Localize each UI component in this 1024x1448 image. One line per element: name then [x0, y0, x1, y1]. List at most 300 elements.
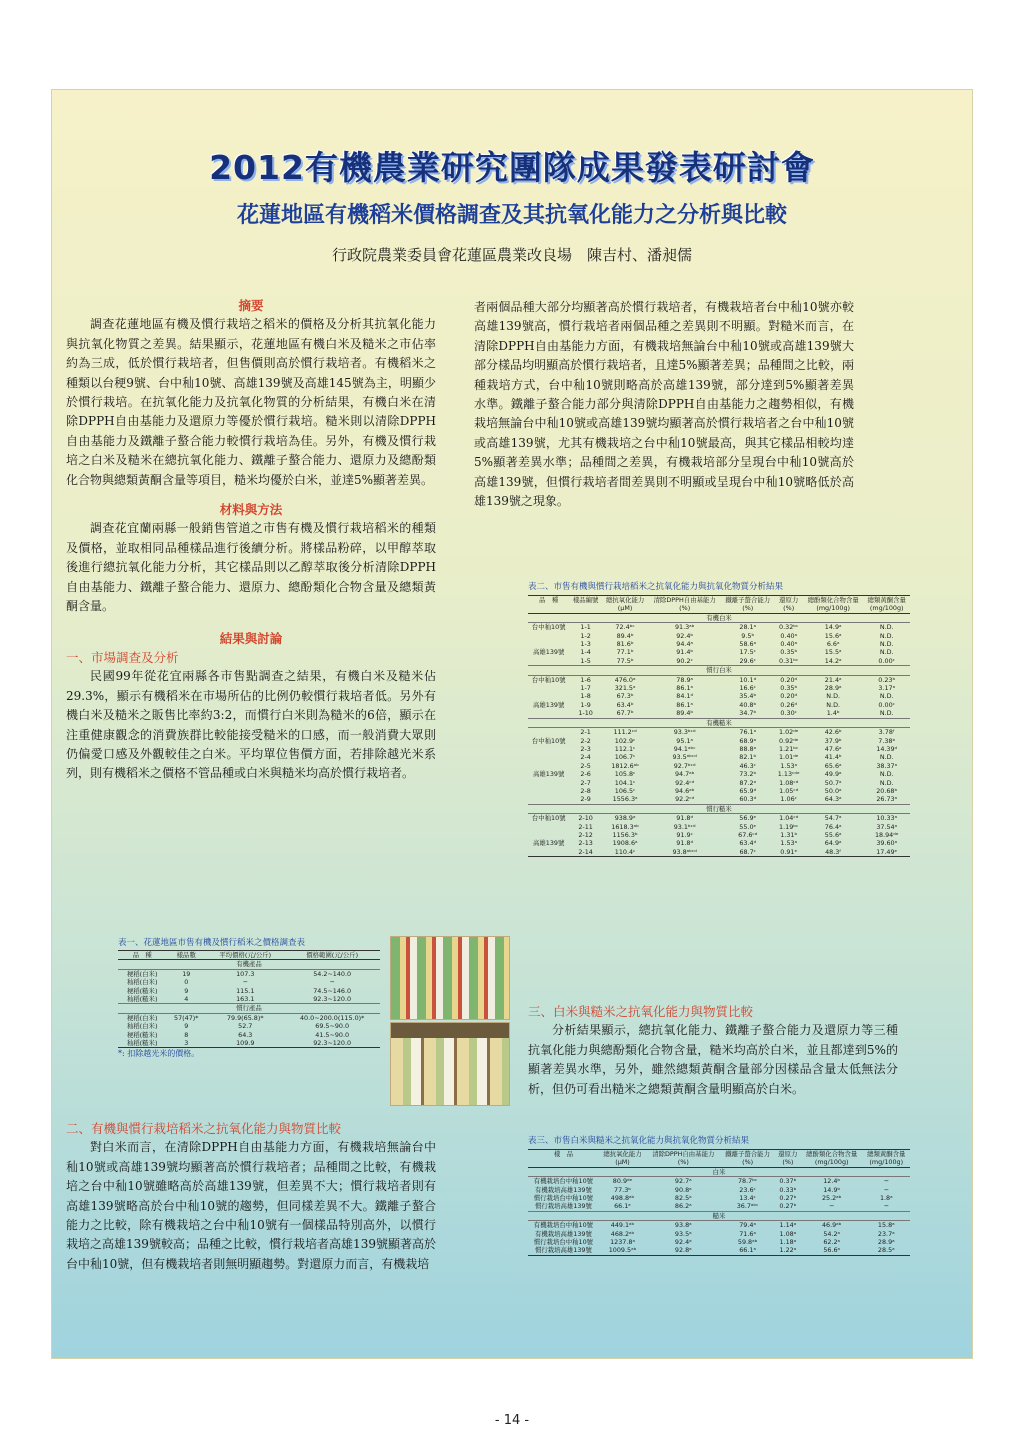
table-cell: 77.5ᵇ	[616, 656, 634, 665]
table-cell: 94.4ᵃ	[676, 640, 694, 649]
authors: 行政院農業委員會花蓮區農業改良場 陳吉村、潘昶儒	[331, 246, 692, 264]
table-cell: 93.8ᵃᵇᶜᵈ	[672, 847, 697, 856]
table-cell: 93.1ᵇᶜᵈ	[673, 822, 696, 831]
table-group-label: 慣行產品	[118, 1004, 380, 1013]
table-cell: 2-4	[580, 753, 591, 762]
table-cell: 56.9ᵉ	[739, 814, 757, 823]
table-cell: 1-9	[580, 700, 591, 709]
table-cell: 38.37ᵃ	[876, 761, 898, 770]
table-cell	[528, 779, 569, 787]
table-cell: 2-1	[580, 728, 591, 737]
table-cell: 1-5	[580, 656, 591, 665]
table-cell: 1-8	[580, 692, 591, 701]
table-cell	[528, 692, 569, 700]
table-row	[528, 692, 910, 700]
table-cell: 105.8ᶜ	[614, 770, 636, 779]
table-cell: 15.5ᵃ	[824, 648, 842, 657]
table-cell: 82.5ᵃ	[674, 1194, 692, 1203]
table-cell: 59.8ᵃᵇ	[737, 1238, 758, 1247]
table-cell: 35.4ᵇ	[739, 692, 757, 701]
table-cell: 109.9	[236, 1039, 255, 1048]
table-row	[118, 995, 380, 1004]
table-cell: 1.22ᵃ	[779, 1246, 797, 1255]
table-cell: 91.4ᵇ	[676, 648, 694, 657]
table-cell: 95.1ᵃ	[676, 736, 694, 745]
table-cell: 94.7ᵃᵇ	[674, 770, 695, 779]
table-cell: 87.2ᵃ	[739, 778, 757, 787]
table-unit: (%)	[648, 604, 721, 613]
table-cell: 28.5ᵃ	[877, 1246, 895, 1255]
table-cell: 48.3ᶠ	[825, 847, 842, 856]
table-cell: 112.1ᶜ	[614, 744, 636, 753]
table-header: 總類黃酮含量	[867, 1150, 906, 1158]
section2-text: 對白米而言，在清除DPPH自由基能力方面，有機栽培無論台中秈10號或高雄139號均顯著高於慣行栽培者；品種間之比較，有機栽培之台中秈10號雖略高於高雄139號，但差異不大；慣行栽培者則有高雄139號略高於台中秈10號的趨勢，但同樣差異不大。鐵離子螯合能力之比較，除有機栽培之台中秈10號有一個樣品特別高外，以慣行栽培之高雄139號較高；品種之比較，慣行栽培者高雄139號顯著高於台中秈10號，但有機栽培者則無明顯趨勢。對還原力而言，有機栽培	[66, 1140, 436, 1271]
table-header: 鐵離子螯合能力	[725, 1150, 770, 1158]
table-cell: 15.8ᵃ	[877, 1221, 895, 1230]
table-cell: 57(47)*	[174, 1013, 199, 1022]
table-cell: 89.4ᵇ	[616, 631, 634, 640]
table-cell: 慣行栽培台中秈10號	[533, 1194, 594, 1203]
table-header: 總抗氧化能力	[605, 596, 645, 604]
table-row	[528, 701, 910, 709]
table-cell: 14.39ᵈ	[876, 744, 898, 753]
table-cell: 93.3ᵇᶜᵈ	[673, 728, 696, 737]
table-cell: ─	[243, 978, 248, 987]
table-group-label: 有機產品	[118, 960, 380, 969]
table-cell: 88.8ᵃ	[739, 744, 757, 753]
table-row	[118, 987, 380, 995]
table-cell	[528, 795, 569, 804]
table-unit	[528, 604, 569, 613]
table-header: 還原力	[778, 1150, 798, 1158]
table-cell: 69.5~90.0	[315, 1022, 350, 1031]
table-cell: 0.20ᵈ	[780, 675, 798, 684]
table-cell: 77.1ᵇ	[616, 648, 634, 657]
table-cell: 高雄139號	[533, 648, 565, 657]
table-cell: 0.35ᵇ	[780, 648, 798, 657]
table-cell: 79.4ᵃ	[739, 1221, 756, 1230]
section2-heading: 二、有機與慣行栽培稻米之抗氧化能力與物質比較	[66, 1121, 342, 1136]
table-cell: 10.1ᵈ	[739, 675, 757, 684]
table-cell: ─	[884, 1202, 889, 1211]
table-cell: 19	[182, 969, 191, 978]
table-cell: 74.5~146.0	[313, 986, 352, 995]
table-row	[528, 648, 910, 656]
table-row	[528, 1177, 910, 1186]
table-cell: 41.4ᵇ	[824, 753, 842, 762]
table-cell	[528, 632, 569, 640]
table-cell: 2-5	[580, 761, 591, 770]
table-cell: 23.7ᵃ	[877, 1229, 895, 1238]
table-cell: 6.6ᵃ	[826, 640, 840, 649]
table-cell: 0.92ᵈᵉ	[778, 736, 799, 745]
table-cell: 17.49ᵉ	[876, 847, 898, 856]
table-header: 總酚類化合物含量	[807, 596, 859, 604]
table-cell: N.D.	[879, 648, 894, 657]
table-unit: (%)	[721, 604, 775, 613]
table-unit: (mg/100g)	[863, 604, 910, 613]
table-cell: 0	[184, 978, 189, 987]
table-cell: ─	[884, 1185, 889, 1194]
table-cell: 26.73ᵃ	[876, 795, 898, 804]
table-cell: 89.4ᵇ	[676, 709, 694, 718]
table-cell: 0.20ᵈ	[780, 692, 798, 701]
table-cell: 25.2ᵃᵇ	[821, 1194, 842, 1203]
table-cell: 4	[184, 995, 189, 1004]
table-cell: N.D.	[879, 770, 894, 779]
table-cell: 65.6ᵃ	[824, 761, 842, 770]
table-cell: 1.53ᵃ	[780, 839, 798, 848]
table-cell: 3	[184, 1039, 189, 1048]
table1-note: *: 扣除越光米的價格。	[118, 1049, 200, 1059]
table-cell: 64.3ᵃ	[824, 795, 842, 804]
table-cell: 2-9	[580, 795, 591, 804]
table-cell: 68.9ᵃ	[739, 736, 757, 745]
table-cell: 73.2ᵇ	[739, 770, 757, 779]
table-cell: 3.17ᵃ	[878, 684, 896, 693]
table-cell: 115.1	[236, 986, 255, 995]
table-header: 清除DPPH自由基能力	[652, 1150, 715, 1158]
table-row	[528, 737, 910, 745]
table-cell: 36.7ᵃᵇᶜ	[736, 1202, 759, 1211]
price-table	[118, 950, 380, 1048]
table-cell: 稉稻(白米)	[126, 969, 158, 978]
table-unit: (mg/100g)	[803, 604, 864, 613]
table-row	[528, 1202, 910, 1211]
table-cell: 91.9ᶜ	[676, 830, 693, 839]
table-cell: 0.26ᵈ	[780, 700, 798, 709]
table-cell: 1.31ᵇ	[780, 830, 798, 839]
table-cell: 39.60ᵃ	[876, 839, 898, 848]
table-cell: 94.1ᵃᵇᶜ	[673, 744, 696, 753]
table-row	[528, 795, 910, 804]
table-row	[528, 823, 910, 831]
table-cell: 67.7ᵇ	[616, 709, 634, 718]
table2-block	[528, 580, 908, 857]
table-group-row	[528, 613, 910, 622]
table-group-row	[528, 1211, 910, 1220]
conference-title: 2012有機農業研究團隊成果發表研討會	[209, 148, 815, 187]
table-group-row	[118, 960, 380, 969]
table-cell: N.D.	[879, 631, 894, 640]
table-cell: 92.3~120.0	[313, 1039, 352, 1048]
table-cell: 86.2ᵃ	[674, 1202, 692, 1211]
table-cell: N.D.	[879, 709, 894, 718]
table-cell: 0.27ᵇ	[779, 1202, 797, 1211]
table-cell: 54.2ᵃ	[823, 1229, 841, 1238]
table-group-label: 糙米	[528, 1211, 910, 1220]
table-cell: 47.6ᵃ	[824, 744, 842, 753]
table-cell: 0.37ᵇ	[779, 1177, 797, 1186]
table-cell: 68.7ᶜ	[739, 847, 757, 856]
table-cell: 14.2ᵃ	[824, 656, 842, 665]
table-cell	[528, 657, 569, 666]
table-cell: 1-6	[580, 675, 591, 684]
table-header: 總類黃酮含量	[867, 596, 906, 604]
results-continued-text: 者兩個品種大部分均顯著高於慣行栽培者，有機栽培者台中秈10號亦較高雄139號高，慣行栽培者兩個品種之差異則不明顯。對糙米而言，在清除DPPH自由基能力方面，有機栽培無論台中秈10號或高雄139號大部分樣品均明顯高於慣行栽培者，且達5%顯著差異；品種間之比較，兩種栽培方式，台中秈10號則略高於高雄139號，部分達到5%顯著差異水準。鐵離子螯合能力部分與清除DPPH自由基能力之趨勢相似，有機栽培無論台中秈10號或高雄139號均顯著高於慣行栽培者之台中秈10號或高雄139號，尤其有機栽培之台中秈10號最高，與其它樣品相較均達5%顯著差異水準；品種間之差異，有機栽培部分呈現台中秈10號高於高雄139號，但慣行栽培者間差異則不明顯或呈現台中秈10號略低於高雄139號之現象。	[474, 300, 854, 509]
table-cell: 台中秈10號	[531, 736, 566, 745]
table-unit: (%)	[775, 604, 803, 613]
table-row	[528, 848, 910, 857]
table-cell: 78.7ᵇᶜ	[737, 1177, 758, 1186]
table-row	[528, 753, 910, 761]
table-cell: 63.4ᵇ	[616, 700, 634, 709]
table-cell: 13.4ᶜ	[739, 1194, 756, 1203]
section3-text: 分析結果顯示，總抗氧化能力、鐵離子螯合能力及還原力等三種抗氧化能力與總酚類化合物含量，糙米均高於白米，並且都達到5%的顯著差異水準，另外，雖然總類黃酮含量部分因樣品含量太低無法分析，但仍可看出糙米之總類黃酮含量明顯高於白米。	[528, 1023, 898, 1096]
table-cell: 60.3ᵈ	[739, 795, 757, 804]
table-cell: 1.19ᵇᶜ	[779, 822, 799, 831]
table1-header: 品 種	[118, 951, 166, 960]
table-row	[528, 779, 910, 787]
table-cell: 76.4ᵃ	[824, 822, 842, 831]
methods-heading: 材料與方法	[219, 502, 283, 518]
table-cell: 91.3ᵃᵇ	[674, 623, 695, 632]
table-cell: N.D.	[879, 623, 894, 632]
table-header: 總酚類化合物含量	[806, 1150, 858, 1158]
table-cell: 台中秈10號	[531, 623, 566, 632]
table-cell: 64.9ᵃ	[824, 839, 842, 848]
table-group-row	[528, 666, 910, 675]
table-cell: 秈稻(白米)	[126, 978, 158, 987]
table-cell: 498.8ᵃᵇ	[610, 1194, 635, 1203]
table-cell: 有機栽培高雄139號	[534, 1229, 592, 1238]
table1-header: 樣品數	[166, 951, 206, 960]
table-cell: 0.00ᶜ	[878, 656, 896, 665]
table-row	[528, 770, 910, 778]
table-cell: 0.40ᵃ	[780, 631, 798, 640]
table1-block	[118, 936, 378, 1059]
table-cell: 慣行栽培台中秈10號	[533, 1238, 594, 1247]
table-cell: 1.8ᵃ	[879, 1194, 893, 1203]
table-cell	[528, 684, 569, 692]
table-cell: 1.18ᵃ	[779, 1238, 797, 1247]
table-cell: 163.1	[236, 995, 255, 1004]
table-cell: 92.4ᵃ	[674, 1238, 692, 1247]
table-cell: 63.4ᵈ	[739, 839, 757, 848]
table-cell: 80.9ᵈᵉ	[612, 1177, 633, 1186]
table-cell	[528, 728, 569, 737]
table-row	[528, 1186, 910, 1194]
table-cell: 321.5ᵃ	[614, 684, 636, 693]
table-cell: 1.05ᶜᵈ	[779, 786, 799, 795]
antioxidant-table	[528, 595, 910, 857]
table-cell: 34.7ᵇ	[739, 709, 757, 718]
table-cell: 78.9ᵃ	[676, 675, 694, 684]
table-cell: 49.9ᵃ	[824, 770, 842, 779]
paper-title: 花蓮地區有機稻米價格調查及其抗氧化能力之分析與比較	[236, 203, 787, 228]
table-cell: 110.4ᶜ	[614, 847, 636, 856]
table-cell: 17.5ᶜ	[739, 648, 757, 657]
table-cell: N.D.	[879, 692, 894, 701]
table-cell: 41.5~90.0	[315, 1030, 350, 1039]
table-cell: 20.68ᵇ	[876, 786, 898, 795]
table-row	[528, 709, 910, 718]
table3-caption: 表三、市售白米與糙米之抗氧化能力與抗氧化物質分析結果	[528, 1136, 750, 1146]
table-group-row	[528, 1167, 910, 1176]
section3-heading: 三、白米與糙米之抗氧化能力與物質比較	[528, 1004, 754, 1019]
table-cell: 1-4	[580, 648, 591, 657]
table-cell	[528, 848, 569, 857]
table-header: 清除DPPH自由基能力	[653, 596, 716, 604]
table-cell: 90.2ᶜ	[676, 656, 693, 665]
table-cell: 1-2	[580, 631, 591, 640]
table-unit: (μM)	[599, 1158, 646, 1167]
table-cell: 93.8ᵃ	[674, 1221, 692, 1230]
table-cell: 938.9ᵃ	[614, 814, 636, 823]
table-cell: 2-6	[580, 770, 591, 779]
table1-header: 平均價格(元/公斤)	[206, 951, 284, 960]
table-row	[528, 640, 910, 648]
left-column	[66, 296, 436, 784]
table-cell: 1-7	[580, 684, 591, 693]
table-cell: 稉稻(糙米)	[126, 1030, 158, 1039]
table-cell: 54.2~140.0	[313, 969, 352, 978]
table-cell: 0.35ᵇ	[780, 684, 798, 693]
table-cell: 9	[184, 986, 189, 995]
table-row	[528, 728, 910, 737]
table-cell: 46.9ᵃᵇ	[821, 1221, 842, 1230]
table-cell: 107.3	[236, 969, 255, 978]
table-cell: 台中秈10號	[531, 814, 566, 823]
table-cell: 92.8ᵃ	[674, 1246, 692, 1255]
table-cell: 106.5ᶜ	[614, 786, 636, 795]
table-cell: 1.08ᵃ	[779, 1229, 797, 1238]
table-cell: 秈稻(糙米)	[126, 1039, 158, 1048]
table1-caption: 表一、花蓮地區市售有機及慣行稻米之價格調查表	[118, 938, 306, 948]
table-cell: 1.53ᵃ	[780, 761, 798, 770]
table-cell: 1.4ᵇ	[826, 709, 840, 718]
table-cell: 56.6ᵃ	[823, 1246, 841, 1255]
table-cell: 92.7ᵃ	[674, 1177, 692, 1186]
table-cell: 102.9ᶜ	[614, 736, 636, 745]
table-cell: 72.4ᵇᶜ	[615, 623, 635, 632]
table-cell: N.D.	[879, 640, 894, 649]
table-cell: 94.6ᵃᵇ	[674, 786, 695, 795]
table-cell: 慣行栽培高雄139號	[534, 1246, 592, 1255]
table-cell: 40.0~200.0(115.0)*	[299, 1013, 365, 1022]
table-cell	[528, 762, 569, 770]
abstract-heading: 摘要	[238, 298, 264, 313]
table-cell: 14.9ᵇ	[823, 1185, 841, 1194]
table-cell: 92.4ᵇ	[676, 631, 694, 640]
table-cell: 1908.6ᵃ	[612, 839, 638, 848]
table-cell: 106.7ᶜ	[614, 753, 636, 762]
table-cell: 42.6ᵇ	[824, 728, 842, 737]
table-cell: 104.1ᶜ	[614, 778, 636, 787]
table3-block	[528, 1134, 908, 1256]
table-cell: 65.9ᵈ	[739, 786, 757, 795]
rice-package-photo	[390, 1022, 510, 1106]
table-cell: 2-12	[578, 830, 593, 839]
table-cell: ─	[330, 978, 335, 987]
table-cell: 476.0ᵃ	[614, 675, 636, 684]
section1-text: 民國99年從花宜兩縣各市售點調查之結果，有機白米及糙米佔 29.3%，顯示有機稻米在市場所佔的比例仍較慣行栽培者低。另外有機白米及糙米之販售比率約3:2，而慣行白米則為糙米的6倍，顯示在注重健康觀念的消費族群比較能接受糙米的口感，而一般消費大眾則仍偏愛口感及外觀較佳之白米。平均單位售價方面，若排除越光米系列，則有機稻米之價格不管品種或白米與糙米均高於慣行栽培者。	[66, 669, 436, 781]
table-group-label: 慣行糙米	[528, 804, 910, 813]
table-cell: 50.7ᵃ	[824, 778, 842, 787]
page-number: - 14 -	[494, 1413, 530, 1428]
table-cell: ─	[829, 1202, 834, 1211]
table-cell: 0.91ᵉ	[780, 847, 798, 856]
table-cell: 7.38ᵇ	[878, 736, 896, 745]
rice-shelf-photo	[390, 936, 510, 1020]
table-cell: 2-8	[580, 786, 591, 795]
table-cell: 28.9ᵃ	[824, 684, 842, 693]
table-cell: 有機栽培台中秈10號	[533, 1221, 594, 1230]
table-cell: N.D.	[826, 692, 841, 701]
table-cell	[528, 753, 569, 761]
table-cell: 40.8ᵇ	[739, 700, 757, 709]
left-column-lower	[66, 1119, 436, 1274]
table-cell: 1.06ᶜ	[780, 795, 798, 804]
table-cell: 28.1ᵃ	[739, 623, 757, 632]
table-cell: 1-10	[578, 709, 593, 718]
table-row	[528, 831, 910, 839]
table-cell: 21.4ᵃ	[824, 675, 842, 684]
table-cell: 10.33ᵃ	[876, 814, 898, 823]
table-cell: 慣行栽培高雄139號	[534, 1202, 592, 1211]
table-cell: 1812.6ᵃᵇ	[611, 761, 639, 770]
table-cell: 有機栽培高雄139號	[534, 1185, 592, 1194]
table-cell: 93.5ᵃ	[674, 1229, 692, 1238]
table-cell: 29.6ᶜ	[739, 656, 757, 665]
table-cell	[528, 709, 569, 718]
table-row	[528, 745, 910, 753]
table-cell: N.D.	[826, 700, 841, 709]
table-cell: 1.14ᵃ	[779, 1221, 797, 1230]
table-unit: (μM)	[602, 604, 649, 613]
table-cell: ─	[884, 1177, 889, 1186]
table-cell: 84.1ᵈ	[676, 692, 694, 701]
table-cell: 67.3ᵇ	[616, 692, 634, 701]
table-row	[528, 839, 910, 847]
table-cell: 2-2	[580, 736, 591, 745]
table-cell: 64.3	[238, 1030, 253, 1039]
table-cell: 2-13	[578, 839, 593, 848]
table-cell: 66.1ᵉ	[614, 1202, 631, 1211]
right-column	[474, 298, 854, 511]
table-row	[118, 978, 380, 986]
table-header: 總抗氧化能力	[603, 1150, 642, 1158]
table-cell: 1156.3ᵇ	[612, 830, 638, 839]
table-group-row	[118, 1004, 380, 1013]
table-cell: 1.21ᵇᶜ	[779, 744, 799, 753]
table-cell	[528, 823, 569, 831]
table-header: 樣 品	[553, 1150, 573, 1158]
section1-heading: 一、市場調查及分析	[66, 649, 179, 665]
table-cell: 76.1ᵃ	[739, 728, 757, 737]
results-heading: 結果與討論	[219, 630, 283, 646]
table-cell: 0.33ᵇ	[779, 1185, 797, 1194]
table-cell: 1.02ᵈᵉ	[778, 728, 799, 737]
table-cell: 有機栽培台中秈10號	[533, 1177, 594, 1186]
table-group-label: 有機糙米	[528, 718, 910, 727]
table-row	[528, 684, 910, 692]
table-cell: 2-11	[578, 822, 593, 831]
table-cell: 9	[184, 1022, 189, 1031]
table-cell: 92.2ᶜᵈ	[675, 795, 695, 804]
table2-caption: 表二、市售有機與慣行栽培稻米之抗氧化能力與抗氧化物質分析結果	[528, 582, 784, 592]
table-cell: 37.54ᵃ	[876, 822, 898, 831]
table-unit: (%)	[720, 1158, 775, 1167]
table-cell: 2-14	[578, 847, 593, 856]
table-cell: 0.27ᵇ	[779, 1194, 797, 1203]
table-cell: 0.40ᵃ	[780, 640, 798, 649]
table-cell	[528, 745, 569, 753]
table-cell: 81.6ᵇ	[616, 640, 634, 649]
table-cell: 8	[184, 1030, 189, 1039]
table-unit: (%)	[646, 1158, 720, 1167]
table-cell: 高雄139號	[533, 770, 565, 779]
